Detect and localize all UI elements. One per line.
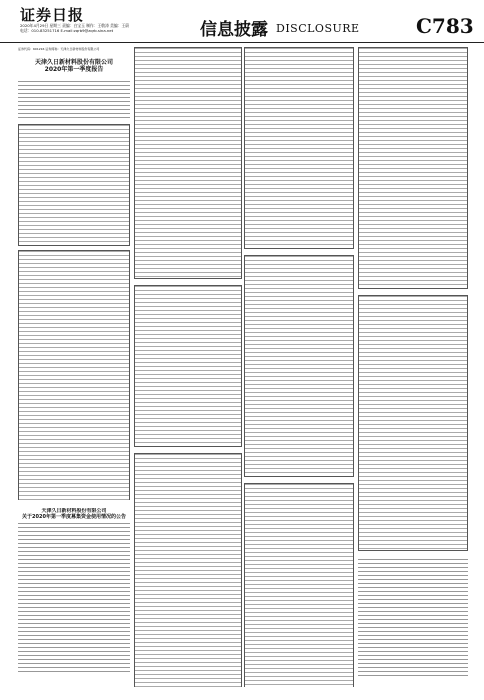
column-2 <box>134 47 242 687</box>
shareholder-table <box>18 250 130 500</box>
section-title-cn: 信息披露 <box>200 20 268 40</box>
parent-cash-flow-table <box>244 483 354 687</box>
closing-notes-text <box>358 559 468 679</box>
stock-code-line: 证券代码：601216 证券简称：天津久日新材料股份有限公司 <box>18 47 100 51</box>
notice-company-name: 天津久日新材料股份有限公司 <box>41 508 107 514</box>
notice-title: 关于2020年第一季度募集资金使用情况的公告 <box>22 514 126 520</box>
announcement-heading <box>18 59 130 73</box>
parent-balance-sheet-table <box>244 47 354 249</box>
page-number: C783 <box>416 14 474 38</box>
column-3 <box>244 47 354 687</box>
company-name: 天津久日新材料股份有限公司 <box>34 59 113 66</box>
cash-flow-table <box>134 453 242 687</box>
newspaper-logo: 证券日报 <box>20 6 85 24</box>
section-title-en: DISCLOSURE <box>276 22 360 35</box>
report-title: 2020年第一季度报告 <box>44 66 104 73</box>
edition-info: 2020年4月29日 星期三 责编：白宝玉 制作：王敬涛 美编：王蔚 电话：010-83251716 E-mail:zqrb9@zqrb.sina.net <box>20 23 130 33</box>
masthead <box>0 0 484 43</box>
financial-data-table <box>18 124 130 246</box>
notice-text-block <box>18 523 130 673</box>
column-1 <box>18 47 130 500</box>
balance-sheet-table <box>134 47 242 279</box>
income-statement-table <box>134 285 242 447</box>
adjustment-table <box>358 47 468 289</box>
intro-text-block <box>18 81 130 121</box>
bottom-notice <box>18 508 130 678</box>
parent-income-table <box>244 255 354 477</box>
column-4 <box>358 47 468 687</box>
adjustment-table-2 <box>358 295 468 551</box>
